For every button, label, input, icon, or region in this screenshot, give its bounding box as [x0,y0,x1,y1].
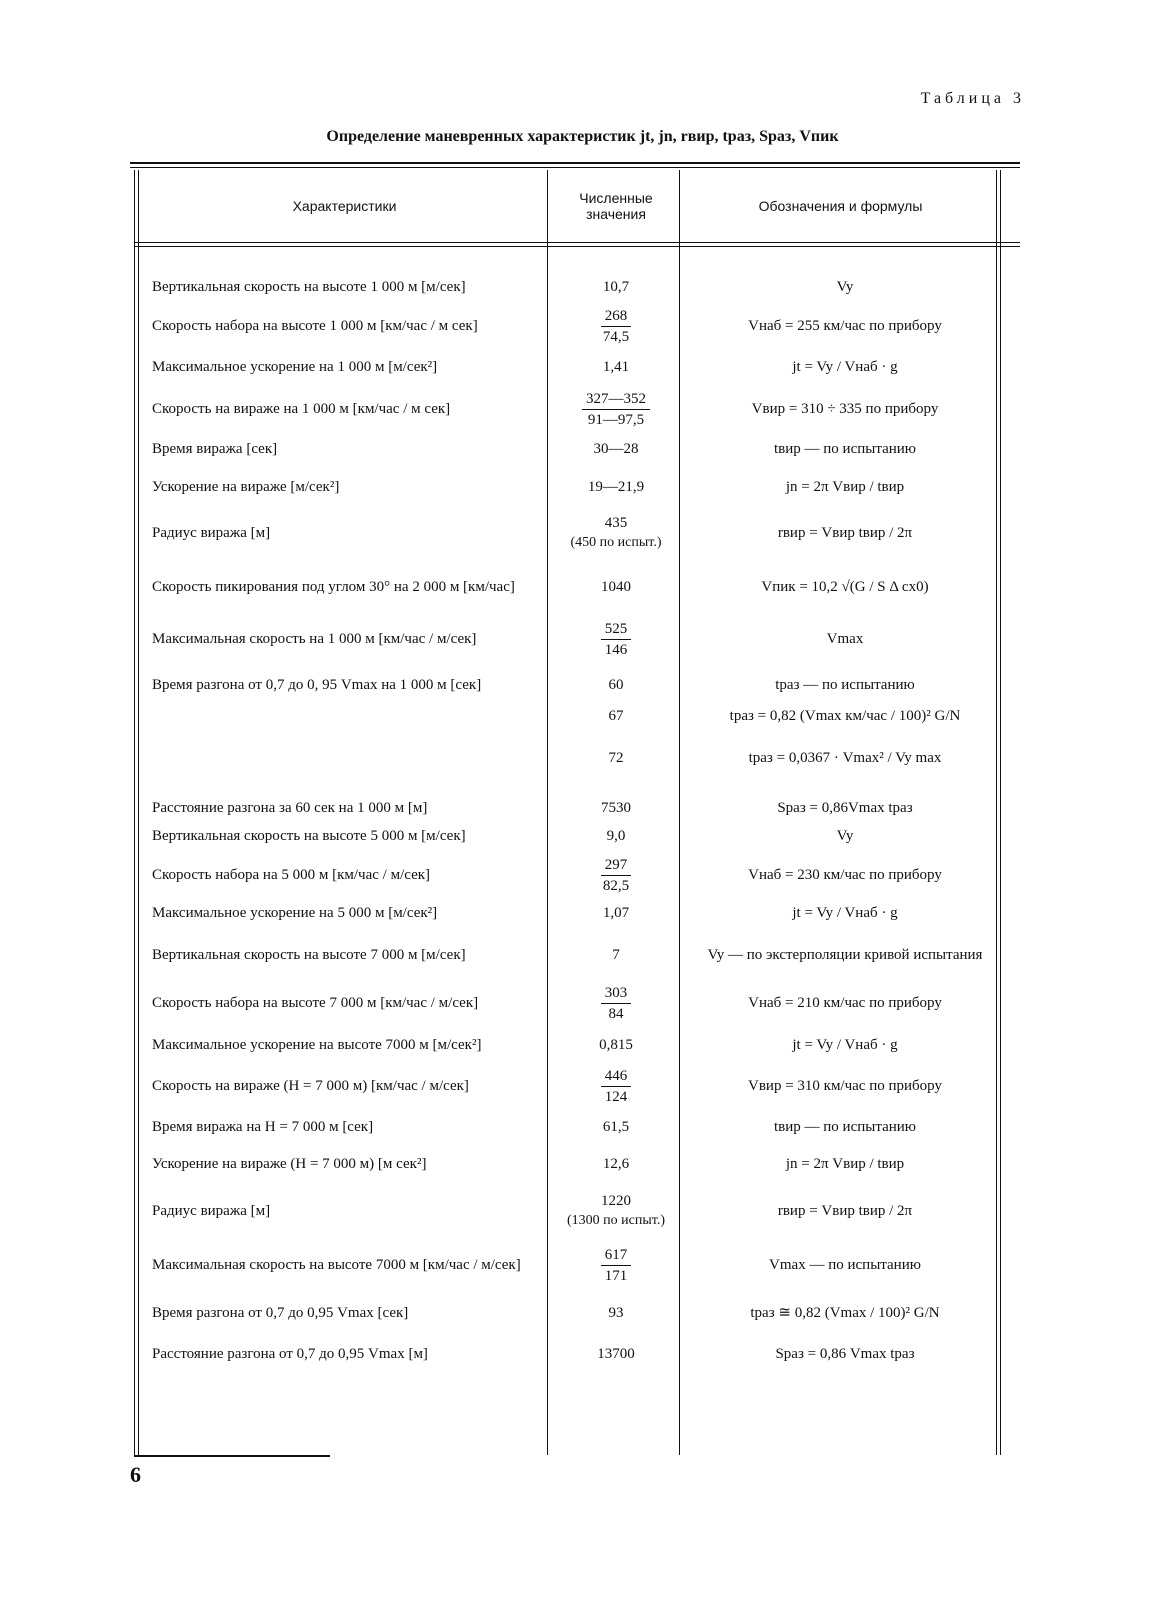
formula-cell: Sраз = 0,86Vmax tраз [777,800,913,816]
formula-cell: tраз = 0,82 (Vmax км/час / 100)² G/N [729,708,961,724]
numeric-value: 1220 [601,1193,631,1209]
table-row [134,1294,1020,1332]
formula-cell: tраз = 0,0367 · Vmax² / Vy max [748,750,942,766]
numeric-value: 7 [612,947,620,963]
table-row [134,1238,1020,1292]
numeric-value-cell [553,1186,679,1236]
formula-cell: Vвир = 310 ÷ 335 по прибору [751,401,939,417]
numeric-value: 1,41 [602,359,630,375]
formula-cell: jt = Vy / Vнаб · g [792,359,898,375]
table-row [134,1063,1020,1109]
table-row [134,698,1020,734]
numeric-value: 303 [601,983,632,1004]
formula-cell: Vнаб = 210 км/час по прибору [748,995,942,1011]
characteristic-label: Максимальное ускорение на 1 000 м [м/сек²] [152,358,438,375]
table-header-row [134,170,1020,242]
numeric-value-cell [553,305,679,347]
formula-cell: Vнаб = 230 км/час по прибору [748,867,942,883]
characteristic-label: Максимальное ускорение на высоте 7000 м [м/сек²] [152,1036,482,1053]
numeric-value-cell [553,616,679,662]
numeric-value-cell [553,1110,679,1144]
top-rule [130,162,1020,168]
table-row [134,559,1020,615]
numeric-value: 617 [601,1245,632,1266]
header-formulas: Обозначения и формулы [758,198,923,214]
numeric-value: 268 [601,306,632,327]
formula-cell: jn = 2π Vвир / tвир [785,1156,905,1172]
formula-cell: jn = 2π Vвир / tвир [785,479,905,495]
numeric-value-cell [553,853,679,897]
characteristic-label: Скорость набора на высоте 7 000 м [км/час / м/сек] [152,994,479,1011]
numeric-value-cell [553,935,679,975]
characteristic-label: Радиус виража [м] [152,1202,271,1219]
characteristic-label [152,736,547,780]
formula-cell: Vвир = 310 км/час по прибору [748,1078,942,1094]
table-row [134,348,1020,386]
numeric-value-cell [553,980,679,1026]
numeric-value-cell [553,268,679,306]
numeric-value: 61,5 [602,1119,630,1135]
characteristic-label: Скорость на вираже на 1 000 м [км/час / м сек] [152,400,451,417]
header-characteristics: Характеристики [292,198,397,214]
numeric-value-secondary: 91—97,5 [587,411,645,428]
numeric-value-cell [553,1238,679,1292]
formula-cell: rвир = Vвир tвир / 2π [777,1203,913,1219]
formula-cell: jt = Vy / Vнаб · g [792,1037,898,1053]
table-row [134,895,1020,931]
numeric-value: 1,07 [602,905,630,921]
numeric-value: 93 [608,1305,624,1321]
characteristic-label: Вертикальная скорость на высоте 5 000 м [м/сек] [152,827,466,844]
numeric-value-cell [553,387,679,431]
numeric-value-secondary: 171 [604,1267,628,1284]
numeric-value: 30—28 [593,441,639,457]
characteristic-label: Максимальная скорость на 1 000 м [км/час / м/сек] [152,630,477,647]
characteristic-label: Максимальная скорость на высоте 7000 м [км/час / м/сек] [152,1256,521,1273]
formula-cell: Vнаб = 255 км/час по прибору [748,318,942,334]
numeric-value-cell [553,1294,679,1332]
numeric-value-secondary: 74,5 [602,328,630,345]
table-row [134,980,1020,1026]
numeric-value-secondary: (1300 по испыт.) [567,1213,665,1228]
numeric-value-cell [553,1028,679,1062]
numeric-value: 13700 [597,1346,635,1362]
table-row [134,1186,1020,1236]
numeric-value: 327—352 [582,389,650,410]
table-row [134,508,1020,558]
numeric-value-cell [553,467,679,507]
characteristic-label: Максимальное ускорение на 5 000 м [м/сек²] [152,904,438,921]
numeric-value-cell [553,508,679,558]
table-row [134,1335,1020,1373]
formula-cell: Sраз = 0,86 Vmax tраз [775,1346,915,1362]
numeric-value: 12,6 [602,1156,630,1172]
characteristic-label: Скорость на вираже (H = 7 000 м) [км/час / м/сек] [152,1077,469,1094]
header-values: Численные значения [579,190,653,222]
numeric-value-cell [553,895,679,931]
characteristic-label [152,698,547,734]
numeric-value: 7530 [601,800,631,816]
numeric-value-cell [553,698,679,734]
table-row [134,935,1020,975]
numeric-value-secondary: 82,5 [602,877,630,894]
numeric-value: 19—21,9 [587,479,645,495]
numeric-value: 446 [601,1066,632,1087]
formula-cell: rвир = Vвир tвир / 2π [777,525,913,541]
table-row [134,387,1020,431]
numeric-value: 10,7 [602,279,630,295]
formula-cell: Vy [836,828,854,844]
numeric-value-secondary: 84 [608,1005,624,1022]
characteristic-label: Расстояние разгона от 0,7 до 0,95 Vmax [м] [152,1345,428,1362]
numeric-value: 72 [608,750,624,766]
numeric-value: 525 [601,619,632,640]
formula-cell: Vmax — по испытанию [769,1257,921,1273]
characteristic-label: Ускорение на вираже [м/сек²] [152,478,340,495]
table-row [134,616,1020,662]
characteristic-label: Скорость набора на высоте 1 000 м [км/час / м сек] [152,317,478,334]
numeric-value-secondary: (450 по испыт.) [570,535,662,550]
table-row [134,736,1020,780]
numeric-value: 297 [601,855,632,876]
table-row [134,1110,1020,1144]
formula-cell: tраз — по испытанию [775,677,915,693]
characteristic-label: Расстояние разгона за 60 сек на 1 000 м [м] [152,799,428,816]
table-caption: Определение маневренных характеристик jt, jn, rвир, tраз, Sраз, Vпик [326,128,839,145]
table-row [134,305,1020,347]
formula-cell: tвир — по испытанию [773,1119,916,1135]
table-row [134,853,1020,897]
numeric-value-cell [553,1145,679,1183]
characteristic-label: Радиус виража [м] [152,524,271,541]
characteristic-label: Время разгона от 0,7 до 0,95 Vmax [сек] [152,1304,409,1321]
numeric-value-secondary: 124 [604,1088,628,1105]
numeric-value: 1040 [601,579,631,595]
footer-rule [134,1455,330,1457]
formula-cell: Vy — по экстерполяции кривой испытания [707,947,983,963]
numeric-value: 9,0 [606,828,626,844]
table-row [134,467,1020,507]
characteristic-label: Скорость пикирования под углом 30° на 2 000 м [км/час] [152,578,515,595]
formula-cell: tвир — по испытанию [773,441,916,457]
characteristic-label: Время виража на H = 7 000 м [сек] [152,1118,374,1135]
formula-cell: Vmax [826,631,864,647]
formula-cell: Vy [836,279,854,295]
numeric-value-cell [553,348,679,386]
characteristic-label: Скорость набора на 5 000 м [км/час / м/сек] [152,866,431,883]
numeric-value: 0,815 [599,1037,633,1053]
numeric-value-cell [553,432,679,466]
numeric-value: 435 [604,515,628,531]
table-row [134,1028,1020,1062]
numeric-value-cell [553,1063,679,1109]
characteristic-label: Вертикальная скорость на высоте 7 000 м [м/сек] [152,946,466,963]
table-number-label: Таблица 3 [920,90,1025,107]
numeric-value-cell [553,820,679,852]
formula-cell: Vпик = 10,2 √(G / S Δ cx0) [761,579,929,595]
characteristic-label: Ускорение на вираже (H = 7 000 м) [м сек²] [152,1155,427,1172]
formula-cell: tраз ≅ 0,82 (Vmax / 100)² G/N [750,1305,940,1321]
numeric-value-cell [553,559,679,615]
numeric-value: 60 [608,677,624,693]
table-row [134,432,1020,466]
numeric-value-cell [553,736,679,780]
characteristic-label: Время виража [сек] [152,440,278,457]
characteristic-label: Время разгона от 0,7 до 0, 95 Vmax на 1 000 м [сек] [152,676,482,693]
table-frame [134,170,1020,1455]
numeric-value-secondary: 146 [604,641,628,658]
formula-cell: jt = Vy / Vнаб · g [792,905,898,921]
table-row [134,268,1020,306]
characteristic-label: Вертикальная скорость на высоте 1 000 м [м/сек] [152,278,466,295]
numeric-value-cell [553,1335,679,1373]
table-row [134,1145,1020,1183]
header-separator [134,242,1020,247]
page-number: 6 [130,1462,141,1487]
numeric-value: 67 [608,708,624,724]
table-row [134,820,1020,852]
